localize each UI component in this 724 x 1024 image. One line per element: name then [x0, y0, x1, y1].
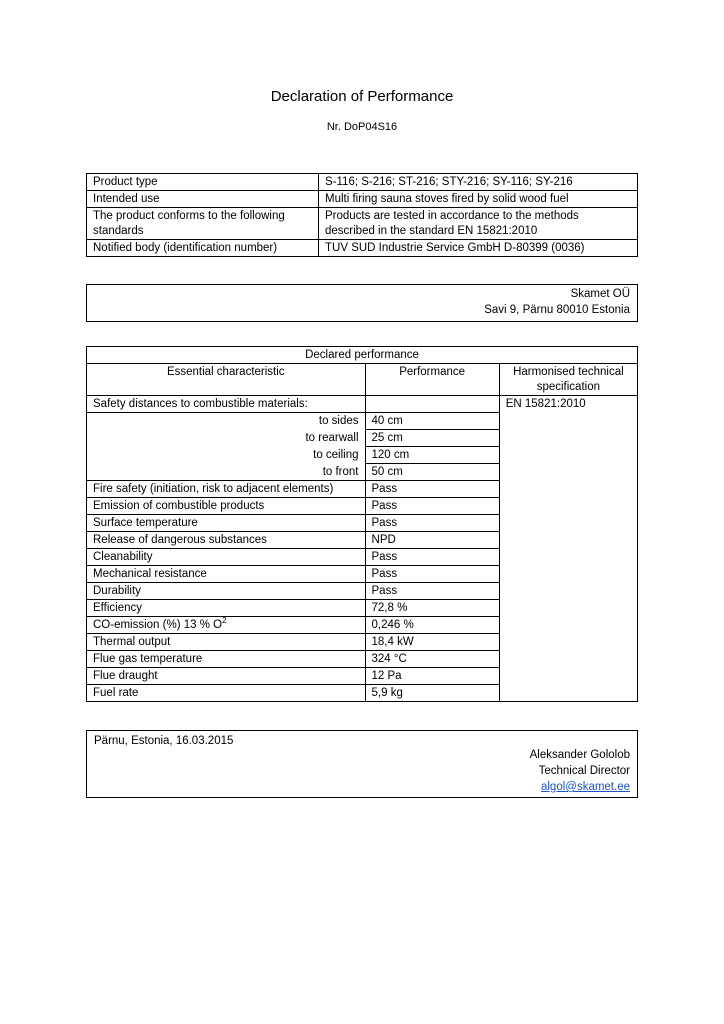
distance-value: 50 cm [365, 464, 499, 481]
performance-value: Pass [365, 498, 499, 515]
spec-value: EN 15821:2010 [499, 396, 637, 702]
company-address: Savi 9, Pärnu 80010 Estonia [484, 304, 630, 316]
characteristic-label: Cleanability [87, 549, 366, 566]
product-label: The product conforms to the following standards [87, 208, 319, 240]
distance-value: 120 cm [365, 447, 499, 464]
safety-heading: Safety distances to combustible materials: [87, 396, 366, 413]
co-emission-label: CO-emission (%) 13 % O [93, 619, 223, 631]
characteristic-label: Fuel rate [87, 685, 366, 702]
distance-value: 25 cm [365, 430, 499, 447]
characteristic-label: Surface temperature [87, 515, 366, 532]
performance-value: Pass [365, 515, 499, 532]
performance-value: 12 Pa [365, 668, 499, 685]
header-spec: Harmonised technical specification [499, 364, 637, 396]
performance-table [86, 346, 638, 702]
company-name: Skamet OÜ [570, 288, 630, 300]
product-label: Notified body (identification number) [87, 240, 319, 257]
performance-value: 324 °C [365, 651, 499, 668]
product-label: Product type [87, 174, 319, 191]
product-value: Products are tested in accordance to the methods described in the standard EN 15821:2010 [319, 208, 638, 240]
table-row [87, 191, 638, 208]
characteristic-label [87, 617, 366, 634]
product-value: TUV SUD Industrie Service GmbH D-80399 (0036) [319, 240, 638, 257]
signer-name: Aleksander Gololob [529, 749, 630, 761]
distance-label: to ceiling [87, 447, 366, 464]
company-box [86, 284, 638, 322]
product-value: S-116; S-216; ST-216; STY-216; SY-116; SY-216 [319, 174, 638, 191]
product-label: Intended use [87, 191, 319, 208]
place-date: Pärnu, Estonia, 16.03.2015 [94, 735, 234, 747]
characteristic-label: Release of dangerous substances [87, 532, 366, 549]
distance-label: to front [87, 464, 366, 481]
characteristic-label: Flue draught [87, 668, 366, 685]
email-link[interactable]: algol@skamet.ee [540, 781, 630, 793]
product-value: Multi firing sauna stoves fired by solid wood fuel [319, 191, 638, 208]
characteristic-label: Fire safety (initiation, risk to adjacent elements) [87, 481, 366, 498]
signature-box [86, 730, 638, 798]
table-row [87, 240, 638, 257]
header-performance: Performance [365, 364, 499, 396]
signer-title: Technical Director [538, 765, 630, 777]
characteristic-label: Mechanical resistance [87, 566, 366, 583]
performance-value: 0,246 % [365, 617, 499, 634]
product-info-table [86, 173, 638, 257]
document-number: Nr. DoP04S16 [326, 121, 398, 133]
header-characteristic: Essential characteristic [87, 364, 366, 396]
performance-value: NPD [365, 532, 499, 549]
characteristic-label: Thermal output [87, 634, 366, 651]
performance-value: Pass [365, 549, 499, 566]
performance-value: 72,8 % [365, 600, 499, 617]
document-title: Declaration of Performance [270, 88, 454, 105]
o2-subscript: 2 [222, 616, 227, 626]
distance-value: 40 cm [365, 413, 499, 430]
characteristic-label: Flue gas temperature [87, 651, 366, 668]
table-row [87, 174, 638, 191]
performance-value: Pass [365, 481, 499, 498]
distance-label: to rearwall [87, 430, 366, 447]
characteristic-label: Durability [87, 583, 366, 600]
characteristic-label: Efficiency [87, 600, 366, 617]
table-row [87, 208, 638, 240]
performance-value: 5,9 kg [365, 685, 499, 702]
performance-value: Pass [365, 566, 499, 583]
performance-caption: Declared performance [87, 347, 638, 364]
characteristic-label: Emission of combustible products [87, 498, 366, 515]
performance-value: 18,4 kW [365, 634, 499, 651]
distance-label: to sides [87, 413, 366, 430]
performance-value: Pass [365, 583, 499, 600]
